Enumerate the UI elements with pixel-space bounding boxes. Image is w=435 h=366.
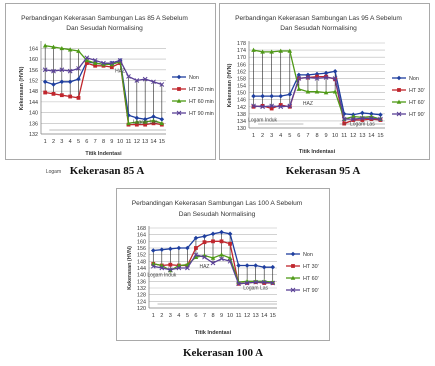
y-axis-label: Kekerasan (HVN) — [19, 66, 25, 111]
y-tick-label: 152 — [29, 78, 38, 85]
y-tick-label: 140 — [137, 272, 146, 279]
x-tick-label: 10 — [117, 139, 124, 145]
x-axis-label: Titik Indentasi — [85, 151, 122, 157]
x-tick-label: 7 — [93, 139, 97, 145]
x-tick-label: 4 — [177, 313, 181, 319]
chart-title: Perbandingan Kekerasan Sambungan Las 95 A Sebelum — [235, 15, 402, 22]
x-tick-label: 14 — [368, 133, 375, 139]
y-tick-label: 166 — [237, 62, 246, 69]
data-point — [342, 122, 346, 126]
y-tick-label: 154 — [237, 83, 246, 90]
legend-label: HT 90' — [409, 112, 425, 118]
zone-annotation: Logam Las — [349, 121, 375, 128]
x-axis-label: Titik Indentasi — [194, 330, 232, 336]
legend-label: Non — [409, 76, 419, 82]
data-point — [203, 240, 207, 244]
data-point — [43, 91, 47, 95]
y-tick-label: 158 — [237, 76, 246, 83]
x-tick-label: 4 — [279, 133, 283, 139]
x-tick-label: 10 — [226, 313, 234, 319]
y-tick-label: 148 — [29, 89, 38, 96]
zone-annotation: Logam Las — [132, 119, 158, 126]
y-tick-label: 178 — [237, 41, 246, 47]
x-tick-label: 3 — [60, 139, 64, 145]
x-tick-label: 12 — [350, 133, 357, 139]
x-tick-label: 1 — [251, 133, 256, 139]
x-tick-label: 5 — [76, 139, 81, 145]
data-point — [60, 93, 64, 97]
y-tick-label: 156 — [137, 246, 146, 252]
x-tick-label: 4 — [68, 139, 72, 145]
legend-label: HT 90 min — [189, 111, 214, 117]
chart-subtitle: Dan Sesudah Normalising — [178, 211, 256, 218]
x-tick-label: 13 — [359, 133, 366, 139]
legend-marker — [177, 87, 181, 91]
x-tick-label: 11 — [341, 133, 348, 139]
legend-label: HT 60' — [409, 100, 425, 106]
y-tick-label: 128 — [137, 292, 146, 299]
y-tick-label: 148 — [137, 259, 146, 266]
y-tick-label: 174 — [237, 48, 246, 55]
x-tick-label: 15 — [377, 133, 384, 139]
chart-subtitle: Dan Sesudah Normalising — [280, 25, 357, 32]
legend-label: HT 30' — [303, 264, 319, 270]
x-tick-label: 1 — [43, 139, 47, 145]
y-tick-label: 140 — [29, 110, 38, 117]
zone-annotation: Logam Induk — [248, 117, 278, 124]
x-tick-label: 5 — [185, 313, 189, 319]
y-tick-label: 136 — [137, 279, 146, 286]
x-tick-label: 3 — [270, 133, 274, 139]
y-tick-label: 144 — [29, 99, 38, 106]
legend-label: Non — [189, 75, 199, 81]
y-tick-label: 142 — [237, 104, 246, 111]
x-tick-label: 12 — [244, 313, 251, 319]
x-tick-label: 6 — [297, 133, 301, 139]
x-tick-label: 14 — [261, 313, 268, 319]
legend-label: HT 30 min — [189, 87, 214, 93]
caption-85a: Kekerasan 85 A — [69, 165, 145, 177]
y-tick-label: 164 — [29, 46, 38, 53]
x-tick-label: 2 — [51, 139, 56, 145]
zone-annotation: HAZ — [115, 68, 126, 75]
x-tick-label: 8 — [315, 133, 319, 139]
x-tick-label: 1 — [151, 313, 155, 319]
y-tick-label: 170 — [237, 55, 246, 62]
x-tick-label: 2 — [261, 133, 265, 139]
x-tick-label: 3 — [168, 313, 172, 319]
y-tick-label: 156 — [29, 67, 38, 74]
legend-label: Non — [303, 252, 313, 258]
data-point — [77, 96, 81, 100]
chart-100a — [116, 188, 330, 341]
x-tick-label: 11 — [125, 139, 132, 145]
legend-label: HT 90' — [303, 288, 319, 294]
zone-annotation: Logam Induk — [147, 272, 177, 279]
y-tick-label: 132 — [137, 286, 146, 292]
data-point — [211, 239, 215, 243]
legend-label: HT 30' — [409, 88, 425, 94]
legend-marker — [397, 88, 401, 92]
y-tick-label: 160 — [137, 239, 146, 246]
chart-panel-100a — [116, 188, 330, 341]
x-tick-label: 6 — [85, 139, 89, 145]
y-tick-label: 152 — [137, 252, 146, 259]
y-tick-label: 150 — [237, 90, 246, 97]
x-tick-label: 15 — [158, 139, 165, 145]
y-tick-label: 124 — [137, 299, 146, 306]
y-tick-label: 146 — [237, 97, 246, 104]
x-tick-label: 5 — [288, 133, 292, 139]
zone-annotation: HAZ — [199, 264, 210, 270]
caption-95a: Kekerasan 95 A — [285, 165, 361, 177]
x-tick-label: 9 — [324, 133, 328, 139]
chart-title: Perbandingan Kekerasan Sambungan Las 85 A Sebelum — [21, 15, 188, 22]
y-tick-label: 164 — [137, 232, 146, 239]
x-tick-label: 8 — [211, 313, 215, 319]
y-tick-label: 160 — [29, 57, 38, 64]
x-tick-label: 7 — [306, 133, 310, 139]
chart-95a — [219, 3, 430, 160]
x-tick-label: 12 — [133, 139, 140, 145]
y-tick-label: 136 — [29, 121, 38, 128]
data-point — [68, 95, 72, 99]
chart-panel-95a — [219, 3, 430, 160]
x-tick-label: 13 — [252, 313, 259, 319]
zone-annotation: HAZ — [302, 100, 313, 107]
y-tick-label: 120 — [137, 306, 146, 312]
caption-100a: Kekerasan 100 A — [182, 347, 264, 359]
y-tick-label: 134 — [237, 118, 246, 125]
y-tick-label: 144 — [137, 266, 146, 272]
x-tick-label: 10 — [332, 133, 339, 139]
y-tick-label: 168 — [137, 226, 146, 232]
x-tick-label: 2 — [160, 313, 164, 319]
legend-marker — [291, 264, 295, 268]
legend-label: HT 60' — [303, 276, 319, 282]
data-point — [194, 246, 198, 250]
x-tick-label: 14 — [150, 139, 157, 145]
x-tick-label: 15 — [269, 313, 276, 319]
x-tick-label: 11 — [235, 313, 242, 319]
x-tick-label: 9 — [219, 313, 224, 319]
y-tick-label: 138 — [237, 111, 246, 118]
y-tick-label: 162 — [237, 69, 246, 76]
x-tick-label: 9 — [110, 139, 114, 145]
data-point — [228, 242, 232, 246]
data-point — [168, 263, 172, 267]
x-tick-label: 6 — [194, 313, 198, 319]
x-tick-label: 13 — [142, 139, 149, 145]
x-tick-label: 7 — [202, 313, 207, 319]
y-axis-label: Kekerasan (HVN) — [227, 63, 233, 108]
data-point — [220, 239, 224, 243]
x-axis-label: Titik Indentasi — [298, 149, 336, 155]
y-axis-label: Kekerasan (HVN) — [127, 246, 133, 290]
chart-subtitle: Dan Sesudah Normalising — [66, 25, 143, 32]
legend-label: HT 60 min — [189, 99, 214, 105]
x-tick-label: 8 — [101, 139, 106, 145]
data-point — [52, 92, 56, 96]
chart-title: Perbandingan Kekerasan Sambungan Las 100 A Sebelum — [131, 200, 303, 207]
y-tick-label: 132 — [29, 132, 38, 138]
y-tick-label: 130 — [237, 126, 246, 132]
zone-annotation: Logam — [45, 168, 62, 175]
zone-annotation: Logam Las — [243, 285, 269, 292]
